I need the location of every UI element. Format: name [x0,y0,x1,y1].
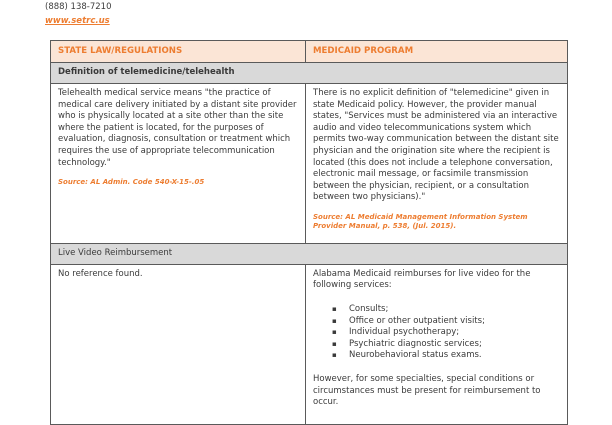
section-title-definition: Definition of telemedicine/telehealth [51,63,568,84]
definition-medicaid-text: There is no explicit definition of "telemedicine" given in state Medicaid policy. However, the provider manual states, "Services must be administered via an interactive audio and video telecommunications system which permits two-way communication between the distant site physician and the origination site where the recipient is located (this does not include a telephone conversation, electronic mail message, or facsimile transmission between the physician, recipient, or a consultation between two physicians)." [313,88,559,203]
live-video-medicaid-cell [306,264,568,424]
definition-medicaid-source: Source: AL Medicaid Management Information System Provider Manual, p. 538, (Jul. 2015). [313,212,528,231]
phone-number: (888) 138-7210 [45,2,112,12]
live-video-state-law-text: No reference found. [58,268,143,279]
live-video-content-row [51,264,568,424]
section-title-live-video: Live Video Reimbursement [51,243,568,264]
live-video-state-law-cell [51,264,306,424]
definition-state-law-source: Source: AL Admin. Code 540-X-15-.05 [58,178,205,187]
definition-state-law-cell [51,84,306,244]
definition-content-row [51,84,568,244]
contact-block [45,1,111,28]
list-item: ▪ Office or other outpatient visits; [331,316,560,328]
column-header-state-law: STATE LAW/REGULATIONS [51,41,306,63]
live-video-medicaid-outro: However, for some specialties, special conditions or circumstances must be present for reimbursement to occur. [313,373,541,408]
list-item: ▪ Consults; [331,304,560,316]
reimbursed-services-list [313,304,560,362]
column-header-medicaid-program: MEDICAID PROGRAM [306,41,568,63]
table-header-row [51,41,568,63]
section-row-live-video [51,243,568,264]
list-item: ▪ Neurobehavioral status exams. [331,350,560,362]
policy-table [50,40,568,425]
live-video-medicaid-intro: Alabama Medicaid reimburses for live video for the following services: [313,268,531,291]
definition-medicaid-cell [306,84,568,244]
list-item: ▪ Psychiatric diagnostic services; [331,339,560,351]
section-row-definition [51,63,568,84]
definition-state-law-text: Telehealth medical service means "the practice of medical care delivery initiated by a distant site provider who is physically located at a site other than the site where the patient is located, for the purposes of evaluation, diagnosis, consultation or treatment which requires the use of appropriate telecommunication technology." [58,88,297,168]
list-item: ▪ Individual psychotherapy; [331,327,560,339]
website-link[interactable]: www.setrc.us [45,16,110,26]
